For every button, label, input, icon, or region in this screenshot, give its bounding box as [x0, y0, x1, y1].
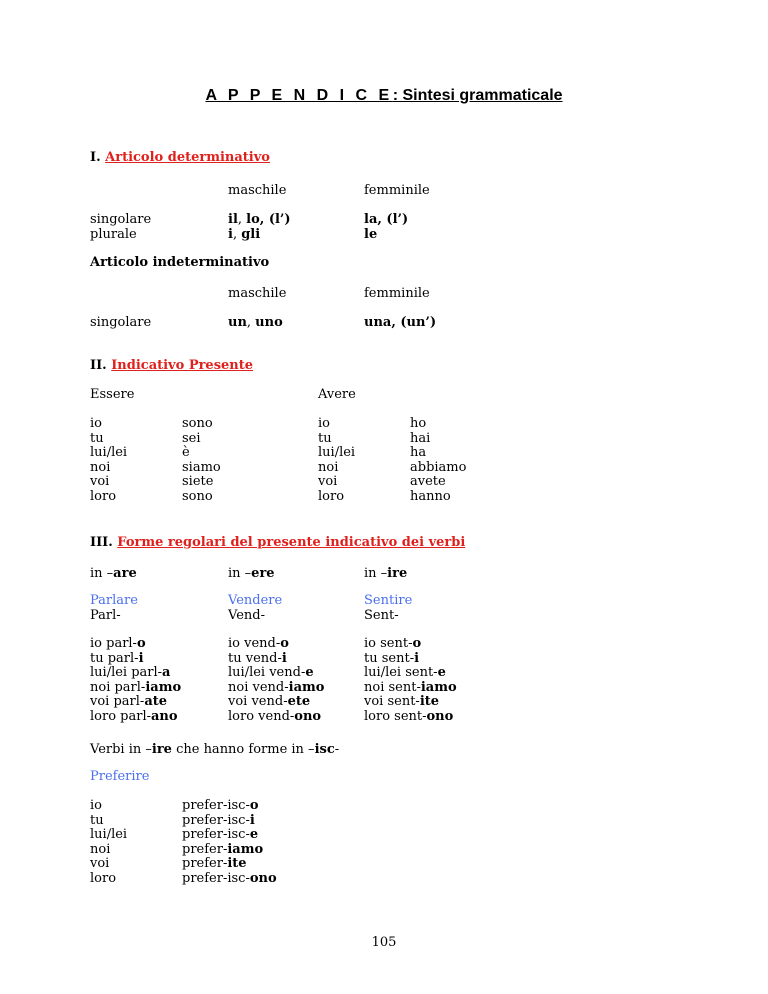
group-label-ire: in –ire [364, 566, 408, 581]
page-number: 105 [371, 935, 397, 950]
section2-heading: II. Indicativo Presente [90, 358, 254, 373]
indet-article-masc: un, uno [228, 315, 283, 330]
row-label-plurale: plurale [90, 227, 137, 242]
conjugation-sentire: io sent-o tu sent-i lui/lei sent-e noi sent-iamo voi sent-ite loro sent-ono [364, 636, 457, 724]
section1-heading: I. Articolo determinativo [90, 150, 270, 165]
page-title [0, 88, 768, 103]
indet-heading: Articolo indeterminativo [90, 255, 270, 270]
title-appendice: A P P E N D I C E [205, 87, 393, 104]
conjugation-preferire: prefer-isc-o prefer-isc-i prefer-isc-e prefer-iamo prefer-ite prefer-isc-ono [182, 798, 277, 886]
indet-col-femminile: femminile [364, 286, 430, 301]
avere-forms: ho hai ha abbiamo avete hanno [410, 416, 467, 504]
essere-title: Essere [90, 387, 135, 402]
conjugation-parlare: io parl-o tu parl-i lui/lei parl-a noi parl-iamo voi parl-ate loro parl-ano [90, 636, 182, 724]
preferire-pronouns: io tu lui/lei noi voi loro [90, 798, 128, 886]
section1-heading-link: Articolo determinativo [105, 150, 270, 165]
col-header-maschile: maschile [228, 183, 287, 198]
group-label-are: in –are [90, 566, 137, 581]
section2-heading-link: Indicativo Presente [111, 358, 254, 373]
def-article-sing-masc: il, lo, (l’) [228, 212, 291, 227]
title-subtitle: : Sintesi grammaticale [392, 87, 563, 104]
row-label-singolare: singolare [90, 212, 152, 227]
verb-parlare: Parlare [90, 593, 138, 608]
col-header-femminile: femminile [364, 183, 430, 198]
def-article-sing-fem: la, (l’) [364, 212, 409, 227]
def-article-plur-masc: i, gli [228, 227, 261, 242]
essere-pronouns: io tu lui/lei noi voi loro [90, 416, 128, 504]
verb-sentire: Sentire [364, 593, 413, 608]
verb-parlare-block [90, 594, 138, 623]
verb-vendere-block [228, 594, 282, 623]
verb-sentire-block [364, 594, 412, 623]
verb-preferire: Preferire [90, 769, 150, 784]
stem-parl: Parl- [90, 607, 121, 623]
stem-vend: Vend- [228, 607, 265, 623]
indet-article-fem: una, (un’) [364, 315, 437, 330]
avere-title: Avere [318, 387, 356, 402]
verb-vendere: Vendere [228, 593, 283, 608]
avere-pronouns: io tu lui/lei noi voi loro [318, 416, 356, 504]
stem-sent: Sent- [364, 607, 399, 623]
isc-note: Verbi in –ire che hanno forme in –isc- [90, 742, 340, 757]
section3-heading-link: Forme regolari del presente indicativo dei verbi [117, 535, 466, 550]
def-article-plur-fem: le [364, 227, 378, 242]
group-label-ere: in –ere [228, 566, 275, 581]
conjugation-vendere: io vend-o tu vend-i lui/lei vend-e noi vend-iamo voi vend-ete loro vend-ono [228, 636, 325, 724]
essere-forms: sono sei è siamo siete sono [182, 416, 221, 504]
indet-row-singolare: singolare [90, 315, 152, 330]
indet-col-maschile: maschile [228, 286, 287, 301]
section3-heading: III. Forme regolari del presente indicativo dei verbi [90, 535, 466, 550]
